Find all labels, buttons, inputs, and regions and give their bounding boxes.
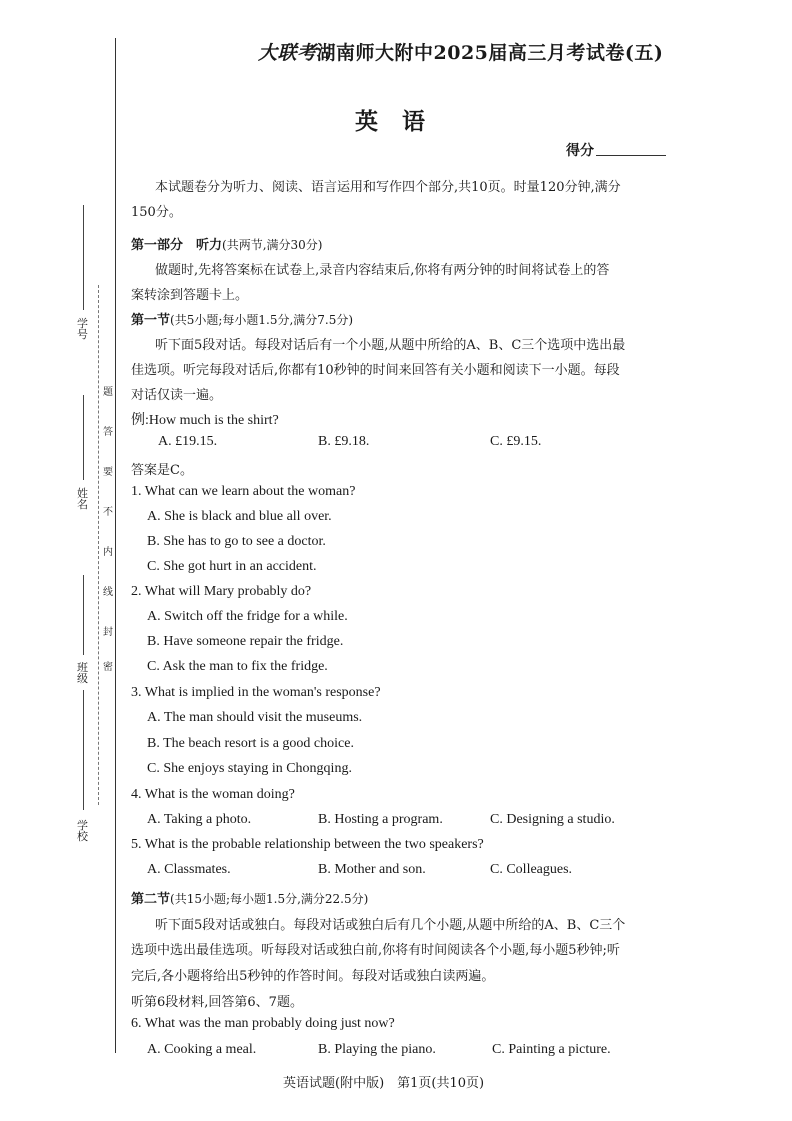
question-6-option-c: C. Painting a picture. bbox=[492, 1042, 611, 1057]
question-4: 4. What is the woman doing? bbox=[131, 787, 295, 802]
section1-note: (共5小题;每小题1.5分,满分7.5分) bbox=[170, 313, 354, 327]
seal-dashed-line bbox=[98, 285, 99, 805]
student-id-label: 学号 bbox=[77, 317, 88, 341]
seal-char: 密 bbox=[103, 662, 113, 673]
subject-title: 英语 bbox=[355, 108, 449, 135]
seal-char: 题 bbox=[103, 387, 113, 398]
question-1-option-c: C. She got hurt in an accident. bbox=[147, 559, 317, 574]
question-2: 2. What will Mary probably do? bbox=[131, 584, 312, 599]
seal-char: 答 bbox=[103, 427, 113, 438]
class-label: 班级 bbox=[77, 661, 88, 685]
question-6: 6. What was the man probably doing just now? bbox=[131, 1016, 395, 1031]
section1-instruction: 佳选项。听完每段对话后,你都有10秒钟的时间来回答有关小题和阅读下一小题。每段 bbox=[131, 363, 620, 378]
question-3: 3. What is implied in the woman's response? bbox=[131, 685, 381, 700]
exam-title-text: 湖南师大附中2025届高三月考试卷(五) bbox=[316, 42, 664, 64]
material-instruction: 听第6段材料,回答第6、7题。 bbox=[131, 995, 303, 1010]
score-label: 得分 bbox=[566, 143, 594, 159]
school-label: 学校 bbox=[77, 819, 88, 843]
question-6-option-b: B. Playing the piano. bbox=[318, 1042, 436, 1057]
example-option-b: B. £9.18. bbox=[318, 434, 370, 449]
example-question: 例:How much is the shirt? bbox=[131, 413, 279, 428]
part1-heading bbox=[131, 234, 322, 253]
school-underline bbox=[83, 690, 84, 810]
brand-text: 大联考 bbox=[258, 42, 317, 64]
question-3-option-c: C. She enjoys staying in Chongqing. bbox=[147, 761, 352, 776]
seal-char: 线 bbox=[103, 587, 113, 598]
part1-instruction: 案转涂到答题卡上。 bbox=[131, 288, 249, 303]
section2-note: (共15小题;每小题1.5分,满分22.5分) bbox=[170, 892, 369, 906]
seal-char: 不 bbox=[103, 507, 113, 518]
question-5-option-c: C. Colleagues. bbox=[490, 862, 573, 877]
question-4-option-a: A. Taking a photo. bbox=[147, 812, 252, 827]
score-blank bbox=[596, 155, 666, 156]
name-label: 姓名 bbox=[77, 487, 88, 511]
section2-instruction: 选项中选出最佳选项。听每段对话或独白前,你将有时间阅读各个小题,每小题5秒钟;听 bbox=[131, 943, 620, 958]
example-option-c: C. £9.15. bbox=[490, 434, 542, 449]
example-answer: 答案是C。 bbox=[131, 463, 193, 478]
binding-line bbox=[115, 38, 116, 1053]
intro-line: 本试题卷分为听力、阅读、语言运用和写作四个部分,共10页。时量120分钟,满分 bbox=[155, 180, 621, 195]
question-3-option-b: B. The beach resort is a good choice. bbox=[147, 736, 354, 751]
section2-title: 第二节 bbox=[131, 892, 171, 907]
question-1: 1. What can we learn about the woman? bbox=[131, 484, 356, 499]
question-2-option-c: C. Ask the man to fix the fridge. bbox=[147, 659, 328, 674]
seal-char: 内 bbox=[103, 547, 113, 558]
question-1-option-a: A. She is black and blue all over. bbox=[147, 509, 332, 524]
question-2-option-b: B. Have someone repair the fridge. bbox=[147, 634, 344, 649]
student-id-underline bbox=[83, 205, 84, 310]
question-4-option-b: B. Hosting a program. bbox=[318, 812, 443, 827]
part1-instruction: 做题时,先将答案标在试卷上,录音内容结束后,你将有两分钟的时间将试卷上的答 bbox=[155, 263, 610, 278]
section1-title: 第一节 bbox=[131, 313, 171, 328]
question-4-option-c: C. Designing a studio. bbox=[490, 812, 615, 827]
intro-line: 150分。 bbox=[131, 205, 182, 220]
section2-instruction: 完后,各小题将给出5秒钟的作答时间。每段对话或独白读两遍。 bbox=[131, 969, 495, 984]
section1-heading bbox=[131, 309, 353, 328]
name-underline bbox=[83, 395, 84, 480]
exam-title bbox=[258, 38, 663, 65]
question-6-option-a: A. Cooking a meal. bbox=[147, 1042, 257, 1057]
section2-heading bbox=[131, 888, 368, 907]
question-5-option-b: B. Mother and son. bbox=[318, 862, 426, 877]
question-3-option-a: A. The man should visit the museums. bbox=[147, 710, 363, 725]
question-1-option-b: B. She has to go to see a doctor. bbox=[147, 534, 326, 549]
question-5-option-a: A. Classmates. bbox=[147, 862, 231, 877]
example-option-a: A. £19.15. bbox=[158, 434, 218, 449]
class-underline bbox=[83, 575, 84, 655]
question-5: 5. What is the probable relationship between the two speakers? bbox=[131, 837, 484, 852]
section1-instruction: 对话仅读一遍。 bbox=[131, 388, 223, 403]
section2-instruction: 听下面5段对话或独白。每段对话或独白后有几个小题,从题中所给的A、B、C三个 bbox=[155, 918, 626, 933]
question-2-option-a: A. Switch off the fridge for a while. bbox=[147, 609, 348, 624]
seal-char: 要 bbox=[103, 467, 113, 478]
page-footer: 英语试题(附中版) 第1页(共10页) bbox=[283, 1076, 485, 1091]
part1-note: (共两节,满分30分) bbox=[222, 238, 323, 252]
seal-char: 封 bbox=[103, 627, 113, 638]
section1-instruction: 听下面5段对话。每段对话后有一个小题,从题中所给的A、B、C三个选项中选出最 bbox=[155, 338, 626, 353]
part1-title: 第一部分 听力 bbox=[131, 238, 223, 253]
